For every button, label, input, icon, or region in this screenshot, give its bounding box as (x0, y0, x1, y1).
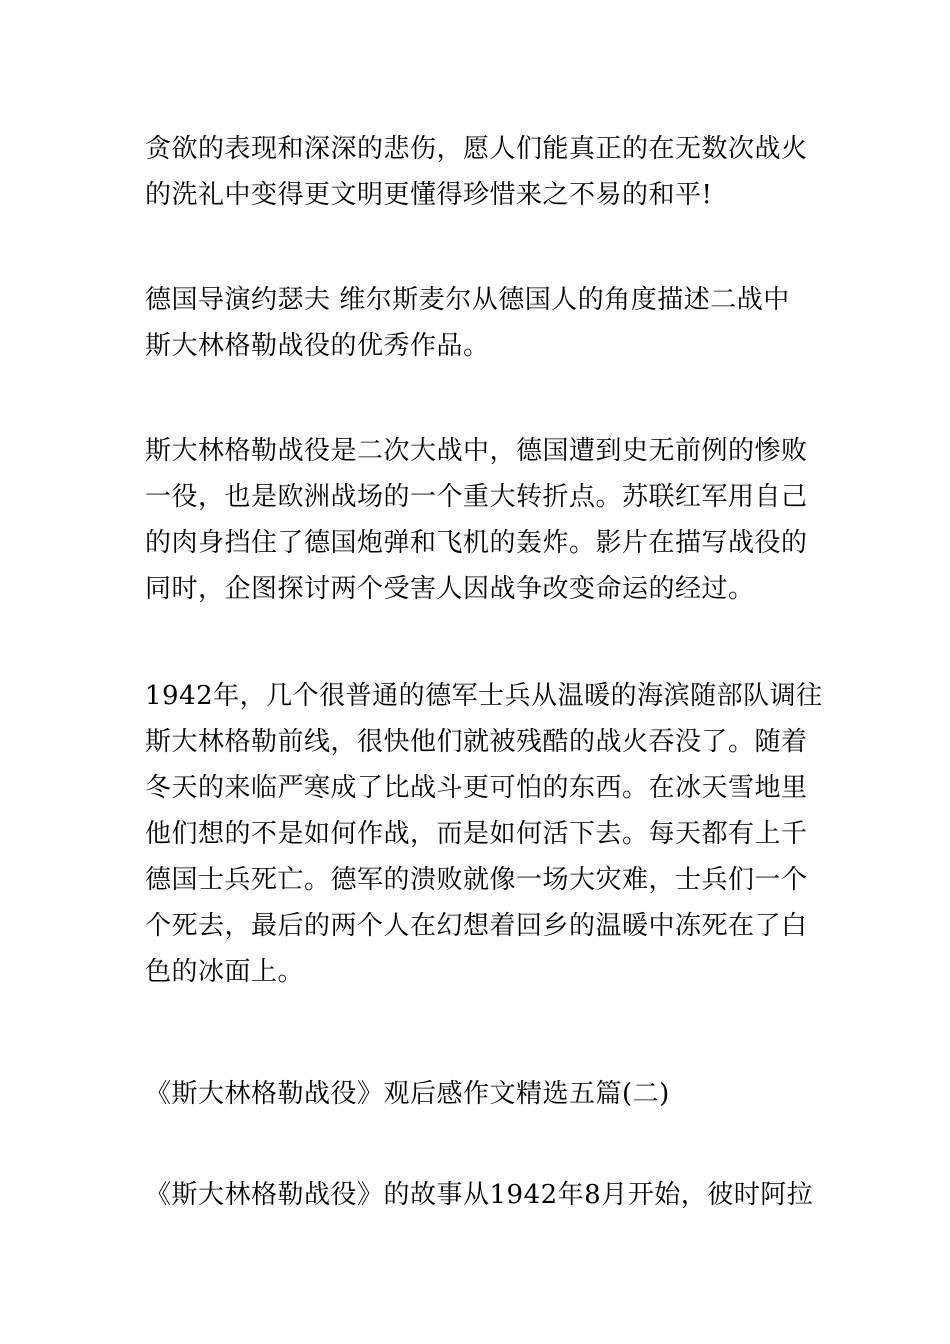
paragraph-line: 1942年，几个很普通的德军士兵从温暖的海滨随部队调往 (145, 681, 823, 711)
paragraph-3 (145, 428, 810, 612)
paragraph-line: 色的冰面上。 (145, 957, 305, 987)
paragraph-line: 的洗礼中变得更文明更懂得珍惜来之不易的和平! (145, 180, 713, 210)
paragraph-5 (145, 1172, 814, 1218)
section-heading (145, 1071, 810, 1117)
paragraph-line: 德国士兵死亡。德军的溃败就像一场大灾难，士兵们一个 (145, 865, 808, 895)
paragraph-line: 冬天的来临严寒成了比战斗更可怕的东西。在冰天雪地里 (145, 773, 808, 803)
paragraph-line: 斯大林格勒战役是二次大战中，德国遭到史无前例的惨败 (145, 436, 808, 466)
paragraph-line: 斯大林格勒战役的优秀作品。 (145, 331, 490, 361)
paragraph-2 (145, 277, 810, 369)
paragraph-line: 贪欲的表现和深深的悲伤，愿人们能真正的在无数次战火 (145, 134, 808, 164)
paragraph-line: 同时，企图探讨两个受害人因战争改变命运的经过。 (145, 574, 755, 604)
paragraph-line: 斯大林格勒前线，很快他们就被残酷的战火吞没了。随着 (145, 727, 808, 757)
paragraph-line: 他们想的不是如何作战，而是如何活下去。每天都有上千 (145, 819, 808, 849)
paragraph-line: 一役，也是欧洲战场的一个重大转折点。苏联红军用自己 (145, 482, 808, 512)
section-heading-text: 《斯大林格勒战役》观后感作文精选五篇(二) (145, 1079, 670, 1109)
paragraph-line: 的肉身挡住了德国炮弹和飞机的轰炸。影片在描写战役的 (145, 528, 808, 558)
paragraph-line: 德国导演约瑟夫 维尔斯麦尔从德国人的角度描述二战中 (145, 285, 790, 315)
paragraph-1 (145, 126, 810, 218)
paragraph-4 (145, 673, 823, 995)
paragraph-line: 个死去，最后的两个人在幻想着回乡的温暖中冻死在了白 (145, 911, 808, 941)
paragraph-line: 《斯大林格勒战役》的故事从1942年8月开始，彼时阿拉 (145, 1180, 814, 1210)
